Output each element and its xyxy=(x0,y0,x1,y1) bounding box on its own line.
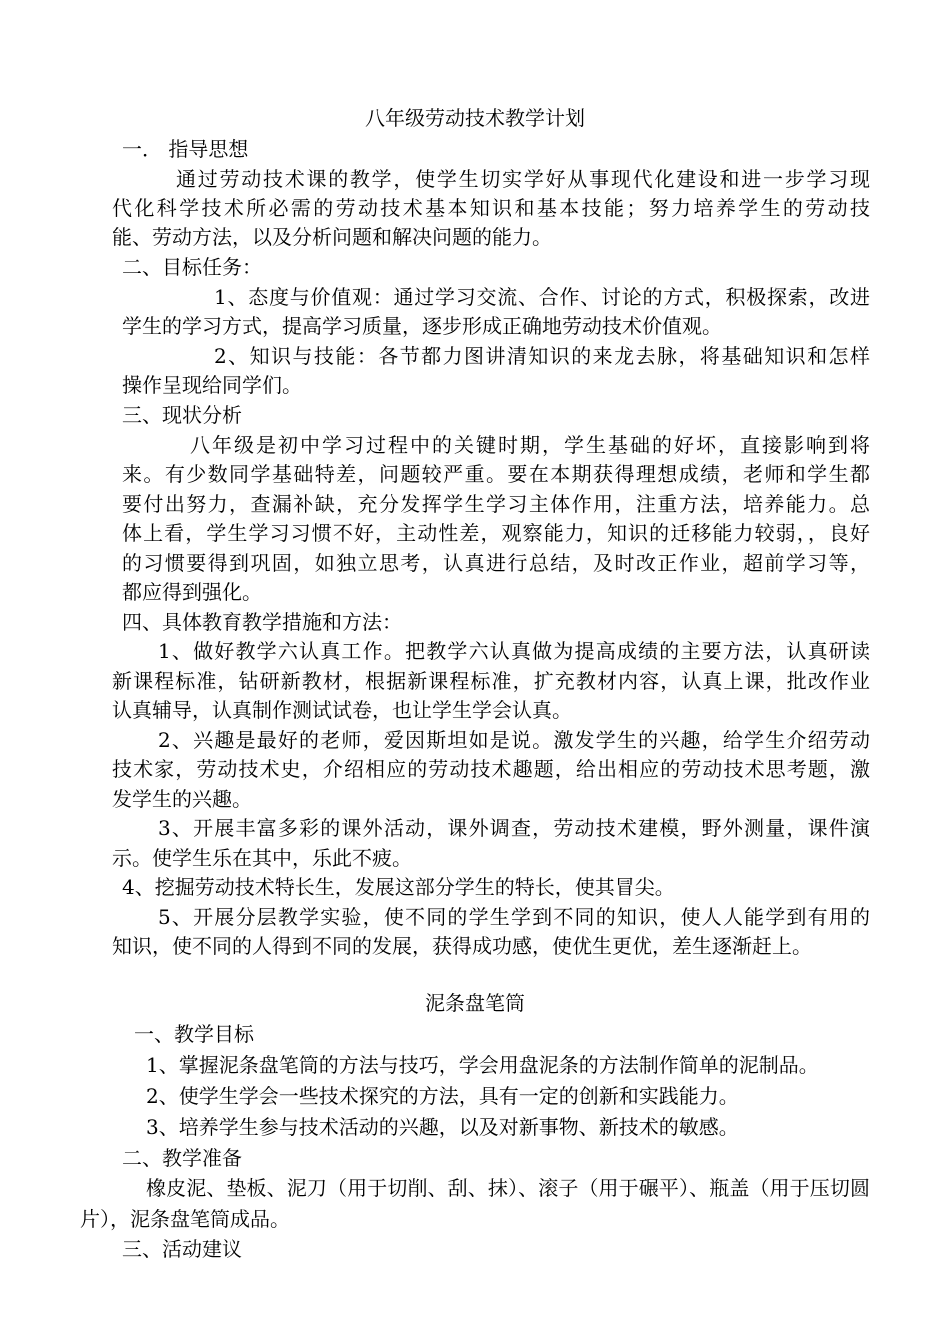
section-heading-goals: 二、目标任务： xyxy=(122,255,262,279)
paragraph-line: 来。有少数同学基础特差，问题较严重。要在本期获得理想成绩，老师和学生都 xyxy=(122,462,870,486)
paragraph-line: 八年级是初中学习过程中的关键时期，学生基础的好坏，直接影响到将 xyxy=(190,433,870,457)
paragraph-line: 2、知识与技能：各节都力图讲清知识的来龙去脉，将基础知识和怎样 xyxy=(214,344,870,368)
paragraph-line: 片），泥条盘笔筒成品。 xyxy=(80,1207,290,1231)
section-heading-measures: 四、具体教育教学措施和方法： xyxy=(122,610,402,634)
paragraph-line: 5、开展分层教学实验，使不同的学生学到不同的知识，使人人能学到有用的 xyxy=(158,905,870,929)
section-heading-guiding-thought: 一． 指导思想 xyxy=(122,137,249,161)
paragraph-line: 都应得到强化。 xyxy=(122,580,262,604)
paragraph-line: 发学生的兴趣。 xyxy=(112,787,252,811)
paragraph-line: 认真辅导，认真制作测试试卷，也让学生学会认真。 xyxy=(112,698,572,722)
lesson-title: 泥条盘笔筒 xyxy=(425,991,525,1015)
paragraph-line: 3、培养学生参与技术活动的兴趣，以及对新事物、新技术的敏感。 xyxy=(146,1115,739,1139)
paragraph-line: 3、开展丰富多彩的课外活动，课外调查，劳动技术建模，野外测量，课件演 xyxy=(158,816,870,840)
section-heading-teaching-goals: 一、教学目标 xyxy=(134,1022,254,1046)
paragraph-line: 能、劳动方法，以及分析问题和解决问题的能力。 xyxy=(112,225,552,249)
paragraph-line: 技术家，劳动技术史，介绍相应的劳动技术趣题，给出相应的劳动技术思考题，激 xyxy=(112,757,870,781)
paragraph-line: 1、掌握泥条盘笔筒的方法与技巧，学会用盘泥条的方法制作简单的泥制品。 xyxy=(146,1053,819,1077)
paragraph-line: 1、态度与价值观：通过学习交流、合作、讨论的方式，积极探索，改进 xyxy=(214,285,870,309)
paragraph-line: 通过劳动技术课的教学，使学生切实学好从事现代化建设和进一步学习现 xyxy=(176,167,870,191)
paragraph-line: 2、使学生学会一些技术探究的方法，具有一定的创新和实践能力。 xyxy=(146,1084,739,1108)
paragraph-line: 体上看，学生学习习惯不好，主动性差，观察能力，知识的迁移能力较弱，，良好 xyxy=(122,521,870,545)
paragraph-line: 橡皮泥、垫板、泥刀（用于切削、刮、抹）、滚子（用于碾平）、瓶盖（用于压切圆 xyxy=(146,1176,870,1200)
paragraph-line: 知识，使不同的人得到不同的发展，获得成功感，使优生更优，差生逐渐赶上。 xyxy=(112,934,812,958)
section-heading-status-analysis: 三、现状分析 xyxy=(122,403,242,427)
paragraph-line: 学生的学习方式，提高学习质量，逐步形成正确地劳动技术价值观。 xyxy=(122,314,722,338)
paragraph-line: 示。使学生乐在其中，乐此不疲。 xyxy=(112,846,412,870)
paragraph-line: 1、做好教学六认真工作。把教学六认真做为提高成绩的主要方法，认真研读 xyxy=(158,639,870,663)
section-heading-preparation: 二、教学准备 xyxy=(122,1146,242,1170)
paragraph-line: 4、挖掘劳动技术特长生，发展这部分学生的特长，使其冒尖。 xyxy=(122,875,675,899)
paragraph-line: 新课程标准，钻研新教材，根据新课程标准，扩充教材内容，认真上课，批改作业 xyxy=(112,669,870,693)
paragraph-line: 2、兴趣是最好的老师，爱因斯坦如是说。激发学生的兴趣，给学生介绍劳动 xyxy=(158,728,870,752)
paragraph-line: 操作呈现给同学们。 xyxy=(122,373,302,397)
paragraph-line: 的习惯要得到巩固，如独立思考，认真进行总结，及时改正作业，超前学习等， xyxy=(122,551,870,575)
plan-title: 八年级劳动技术教学计划 xyxy=(365,106,585,130)
paragraph-line: 要付出努力，查漏补缺，充分发挥学生学习主体作用，注重方法，培养能力。总 xyxy=(122,492,870,516)
section-heading-activity-suggestions: 三、活动建议 xyxy=(122,1237,242,1261)
paragraph-line: 代化科学技术所必需的劳动技术基本知识和基本技能；努力培养学生的劳动技 xyxy=(112,196,870,220)
